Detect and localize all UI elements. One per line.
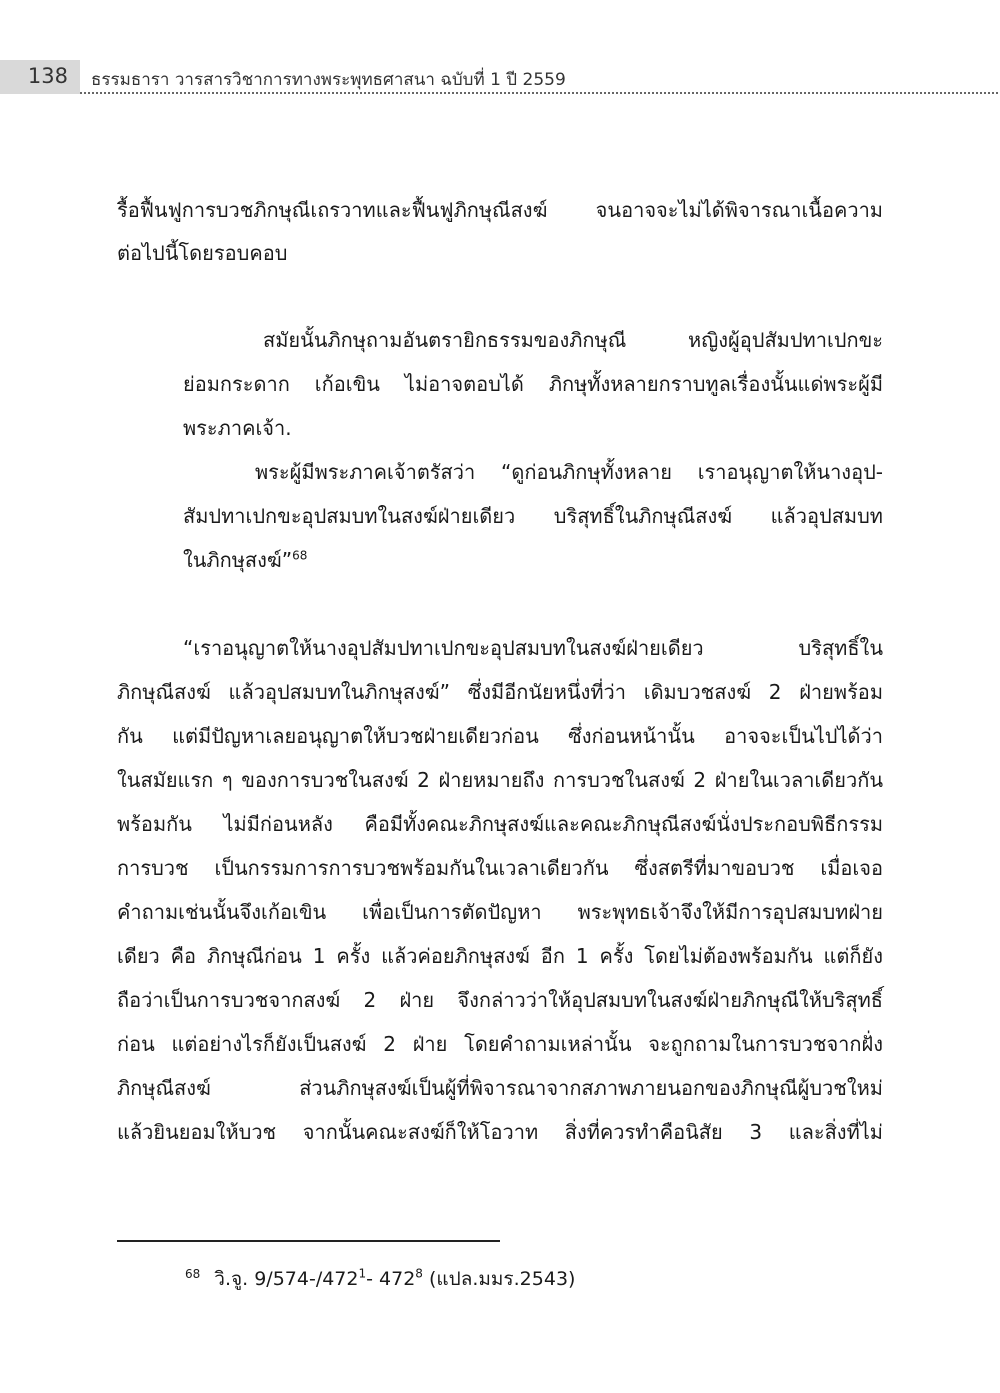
quote-line: สัมปทาเปกขะอุปสมบทในสงฆ์ฝ่ายเดียว บริสุทธิ์ในภิกษุณีสงฆ์ แล้วอุปสมบท	[183, 504, 883, 528]
paragraph-line: ก่อน แต่อย่างไรก็ยังเป็นสงฆ์ 2 ฝ่าย โดยคำถามเหล่านั้น จะถูกถามในการบวชจากฝั่ง	[117, 1032, 883, 1056]
footnote-number: 68	[185, 1266, 201, 1281]
footnote-text: (แปล.มมร.2543)	[422, 1268, 576, 1290]
footnote-sup: 1	[358, 1266, 367, 1281]
quote-line: ย่อมกระดาก เก้อเขิน ไม่อาจตอบได้ ภิกษุทั้งหลายกราบทูลเรื่องนั้นแด่พระผู้มี	[183, 372, 883, 396]
paragraph-line: ในสมัยแรก ๆ ของการบวชในสงฆ์ 2 ฝ่ายหมายถึง การบวชในสงฆ์ 2 ฝ่ายในเวลาเดียวกัน	[117, 768, 883, 792]
footnote-ref: 68	[292, 548, 308, 563]
footnote-text: - 472	[366, 1268, 416, 1290]
intro-line: ต่อไปนี้โดยรอบคอบ	[117, 241, 288, 265]
paragraph-line: ภิกษุณีสงฆ์ แล้วอุปสมบทในภิกษุสงฆ์” ซึ่งมีอีกนัยหนึ่งที่ว่า เดิมบวชสงฆ์ 2 ฝ่ายพร้อม	[117, 680, 884, 704]
footnote-sup: 8	[415, 1266, 423, 1281]
paragraph-line: การบวช เป็นกรรมการการบวชพร้อมกันในเวลาเดียวกัน ซึ่งสตรีที่มาขอบวช เมื่อเจอ	[117, 856, 883, 880]
paragraph-line: ภิกษุณีสงฆ์ ส่วนภิกษุสงฆ์เป็นผู้ที่พิจารณาจากสภาพภายนอกของภิกษุณีผู้บวชใหม่	[117, 1076, 883, 1100]
quote-line: พระผู้มีพระภาคเจ้าตรัสว่า “ดูก่อนภิกษุทั้งหลาย เราอนุญาตให้นางอุป-	[255, 460, 883, 484]
header-dotted-rule	[80, 92, 998, 94]
footnote-rule	[117, 1240, 500, 1242]
quote-line: พระภาคเจ้า.	[183, 416, 292, 440]
footnote	[185, 1264, 575, 1294]
quote-line: สมัยนั้นภิกษุถามอันตรายิกธรรมของภิกษุณี หญิงผู้อุปสัมปทาเปกขะ	[263, 328, 883, 352]
footnote-text: วิ.จู. 9/574-/472	[214, 1268, 359, 1290]
quote-line-last	[183, 545, 883, 575]
paragraph-line: พร้อมกัน ไม่มีก่อนหลัง คือมีทั้งคณะภิกษุสงฆ์และคณะภิกษุณีสงฆ์นั่งประกอบพิธีกรรม	[117, 812, 883, 836]
intro-line: รื้อฟื้นฟูการบวชภิกษุณีเถรวาทและฟื้นฟูภิกษุณีสงฆ์ จนอาจจะไม่ได้พิจารณาเนื้อความ	[117, 198, 883, 222]
paragraph-line: เดียว คือ ภิกษุณีก่อน 1 ครั้ง แล้วค่อยภิกษุสงฆ์ อีก 1 ครั้ง โดยไม่ต้องพร้อมกัน แต่ก็ยัง	[117, 944, 883, 968]
paragraph-line: กัน แต่มีปัญหาเลยอนุญาตให้บวชฝ่ายเดียวก่อน ซึ่งก่อนหน้านั้น อาจจะเป็นไปได้ว่า	[117, 724, 883, 748]
page-number: 138	[27, 64, 68, 88]
paragraph-line: “เราอนุญาตให้นางอุปสัมปทาเปกขะอุปสมบทในสงฆ์ฝ่ายเดียว บริสุทธิ์ใน	[183, 636, 883, 660]
paragraph-line: คำถามเช่นนั้นจึงเก้อเขิน เพื่อเป็นการตัดปัญหา พระพุทธเจ้าจึงให้มีการอุปสมบทฝ่าย	[117, 900, 883, 924]
page-number-box	[0, 60, 80, 94]
running-title: ธรรมธารา วารสารวิชาการทางพระพุทธศาสนา ฉบับที่ 1 ปี 2559	[91, 70, 566, 90]
paragraph-line: แล้วยินยอมให้บวช จากนั้นคณะสงฆ์ก็ให้โอวาท สิ่งที่ควรทำคือนิสัย 3 และสิ่งที่ไม่	[117, 1120, 883, 1144]
paragraph-line: ถือว่าเป็นการบวชจากสงฆ์ 2 ฝ่าย จึงกล่าวว่าให้อุปสมบทในสงฆ์ฝ่ายภิกษุณีให้บริสุทธิ์	[117, 988, 883, 1012]
quote-line-text: ในภิกษุสงฆ์”	[183, 548, 293, 572]
